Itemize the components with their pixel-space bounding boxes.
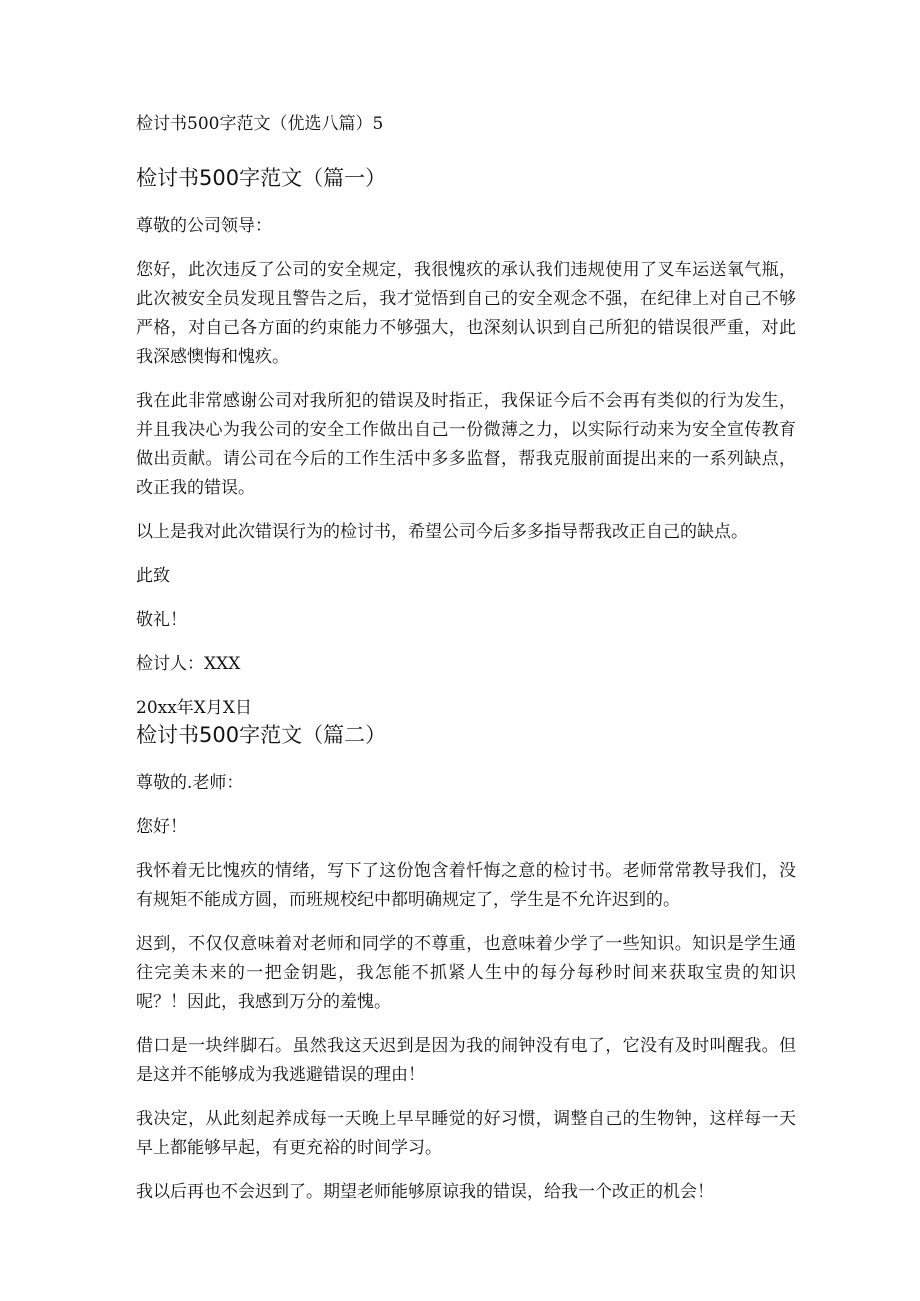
date-line: 20xx年X月X日 <box>136 698 253 718</box>
body-paragraph: 迟到，不仅仅意味着对老师和同学的不尊重，也意味着少学了一些知识。知识是学生通往完美未来的一把金钥匙，我怎能不抓紧人生中的每分每秒时间来获取宝贵的知识呢？！因此，我感到万分的羞愧。 <box>136 934 796 1012</box>
closing-salute: 敬礼！ <box>136 610 187 630</box>
document-title: 检讨书500字范文（优选八篇）5 <box>136 114 384 134</box>
section-1 <box>136 164 796 723</box>
body-paragraph: 借口是一块绊脚石。虽然我这天迟到是因为我的闹钟没有电了，它没有及时叫醒我。但是这并不能够成为我逃避错误的理由！ <box>136 1036 796 1085</box>
body-paragraph: 我决定，从此刻起养成每一天晚上早早睡觉的好习惯，调整自己的生物钟，这样每一天早上都能够早起，有更充裕的时间学习。 <box>136 1109 796 1158</box>
salutation: 尊敬的.老师： <box>136 773 244 793</box>
greeting: 您好！ <box>136 817 187 837</box>
closing-line: 此致 <box>136 566 170 586</box>
body-paragraph: 以上是我对此次错误行为的检讨书，希望公司今后多多指导帮我改正自己的缺点。 <box>136 522 748 542</box>
section-2 <box>136 721 796 1207</box>
section-heading: 检讨书500字范文（篇一） <box>136 166 387 190</box>
body-paragraph: 我在此非常感谢公司对我所犯的错误及时指正，我保证今后不会再有类似的行为发生，并且我决心为我公司的安全工作做出自己一份微薄之力，以实际行动来为安全宣传教育做出贡献。请公司在今后的工作生活中多多监督，帮我克服前面提出来的一系列缺点，改正我的错误。 <box>136 391 796 498</box>
body-paragraph: 我怀着无比愧疚的情绪，写下了这份饱含着忏悔之意的检讨书。老师常常教导我们，没有规矩不能成方圆，而班规校纪中都明确规定了，学生是不允许迟到的。 <box>136 861 796 910</box>
salutation: 尊敬的公司领导： <box>136 216 272 236</box>
body-paragraph: 我以后再也不会迟到了。期望老师能够原谅我的错误，给我一个改正的机会！ <box>136 1182 714 1202</box>
section-heading: 检讨书500字范文（篇二） <box>136 723 387 747</box>
signature-line: 检讨人：XXX <box>136 654 241 674</box>
body-paragraph: 您好，此次违反了公司的安全规定，我很愧疚的承认我们违规使用了叉车运送氧气瓶，此次被安全员发现且警告之后，我才觉悟到自己的安全观念不强，在纪律上对自己不够严格，对自己各方面的约束能力不够强大，也深刻认识到自己所犯的错误很严重，对此我深感懊悔和愧疚。 <box>136 260 796 367</box>
